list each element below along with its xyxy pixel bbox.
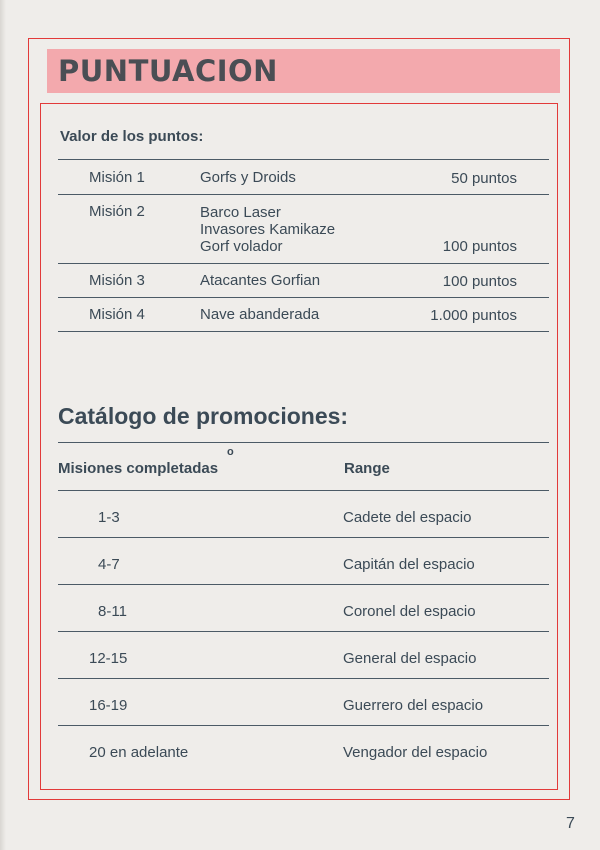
enemy-label: Nave abanderada	[200, 306, 320, 323]
points-rule	[58, 194, 549, 195]
promotions-rule	[58, 631, 549, 632]
missions-range: 16-19	[89, 697, 128, 714]
points-value: 50 puntos	[451, 170, 517, 187]
missions-range: 20 en adelante	[89, 744, 189, 761]
page-title: PUNTUACION	[58, 54, 278, 88]
enemy-label: Barco Laser	[200, 204, 281, 221]
promotions-rule-top	[58, 442, 549, 443]
mission-label: Misión 3	[89, 272, 145, 289]
promotions-heading: Catálogo de promociones:	[58, 403, 349, 429]
enemy-label: Atacantes Gorfian	[200, 272, 321, 289]
missions-range: 8-11	[98, 603, 127, 620]
points-rule-top	[58, 159, 549, 160]
missions-range: 12-15	[89, 650, 128, 667]
promotions-rule	[58, 725, 549, 726]
missions-range: 1-3	[98, 509, 120, 526]
rank-name: Capitán del espacio	[343, 556, 475, 573]
points-value: 100 puntos	[442, 238, 517, 255]
points-rule	[58, 263, 549, 264]
mission-label: Misión 4	[89, 306, 145, 323]
column-header-rank: Range	[344, 460, 390, 477]
points-value: 1.000 puntos	[430, 307, 517, 324]
promotions-rule	[58, 584, 549, 585]
rank-name: Vengador del espacio	[343, 744, 488, 761]
enemy-label: Gorfs y Droids	[200, 169, 296, 186]
points-rule-bottom	[58, 331, 549, 332]
promotions-rule	[58, 537, 549, 538]
missions-range: 4-7	[98, 556, 120, 573]
enemy-label: Gorf volador	[200, 238, 283, 255]
points-value: 100 puntos	[442, 273, 517, 290]
rank-name: Guerrero del espacio	[343, 697, 484, 714]
promotions-rule	[58, 678, 549, 679]
mission-label: Misión 2	[89, 203, 145, 220]
enemy-label: Invasores Kamikaze	[200, 221, 336, 238]
page-binding-shadow	[0, 0, 6, 850]
rank-name: Cadete del espacio	[343, 509, 472, 526]
points-heading: Valor de los puntos:	[60, 128, 204, 145]
rank-name: Coronel del espacio	[343, 603, 476, 620]
promotions-rule	[58, 490, 549, 491]
points-rule	[58, 297, 549, 298]
column-header-mark: o	[227, 446, 234, 458]
page-number: 7	[566, 815, 575, 832]
column-header-missions: Misiones completadas	[58, 460, 219, 477]
mission-label: Misión 1	[89, 169, 145, 186]
rank-name: General del espacio	[343, 650, 477, 667]
